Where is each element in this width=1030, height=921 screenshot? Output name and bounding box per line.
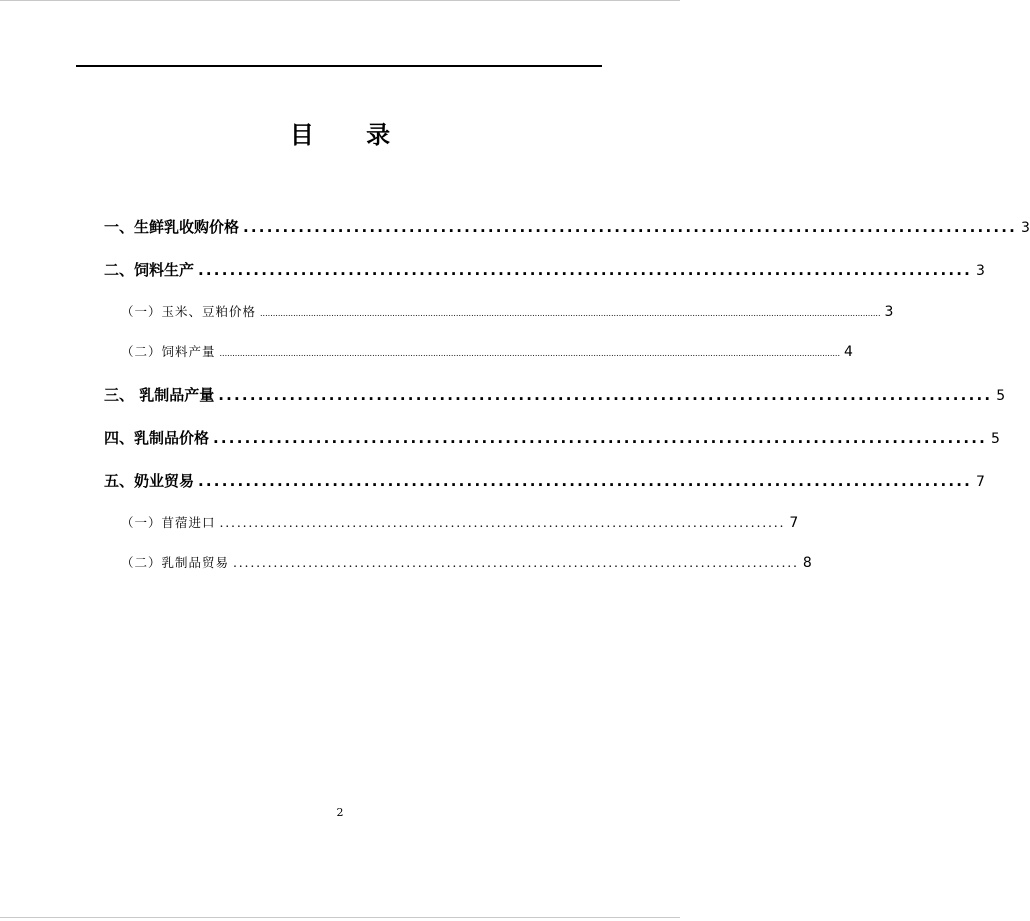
toc-entry-page: 3 xyxy=(976,263,985,279)
toc-entry-page: 8 xyxy=(802,555,812,571)
toc-entry-milk-price[interactable] xyxy=(104,216,1030,237)
toc-entry-page: 3 xyxy=(884,304,894,320)
dot-leader: .................................................................................................. xyxy=(219,515,786,530)
page-top-border xyxy=(0,0,680,1)
toc-entry-page: 7 xyxy=(789,515,799,531)
dot-leader: .................................................................................................. xyxy=(198,261,973,279)
dot-leader: .................................................................................................. xyxy=(243,218,1018,236)
dot-leader: .................................................................................................. xyxy=(218,386,993,404)
toc-entry-label: （二）乳制品贸易 xyxy=(121,555,230,570)
toc-entry-page: 5 xyxy=(996,388,1006,404)
page-bottom-border xyxy=(0,917,680,918)
toc-entry-dairy-products-trade[interactable] xyxy=(121,553,812,571)
dot-leader: .................................................................................................................................................................................................................................................... xyxy=(260,309,881,318)
toc-entry-page: 3 xyxy=(1021,220,1030,236)
dot-leader: .................................................................................................. xyxy=(233,555,799,570)
toc-entry-dairy-price[interactable] xyxy=(104,427,1000,448)
toc-entry-dairy-trade[interactable] xyxy=(104,470,985,491)
page-title: 目 录 xyxy=(289,121,413,149)
toc-entry-feed-production[interactable] xyxy=(104,259,985,280)
page-number: 2 xyxy=(336,806,344,819)
header-rule xyxy=(76,65,602,67)
toc-entry-label: （一）玉米、豆粕价格 xyxy=(121,304,257,319)
toc-entry-feed-output[interactable] xyxy=(121,342,853,360)
toc-entry-dairy-output[interactable] xyxy=(104,384,1006,405)
toc-entry-label: 五、奶业贸易 xyxy=(104,472,195,490)
dot-leader: .................................................................................................. xyxy=(213,429,988,447)
toc-entry-label: 四、乳制品价格 xyxy=(104,429,210,447)
toc-entry-corn-soymeal-price[interactable] xyxy=(121,302,894,320)
toc-entry-page: 4 xyxy=(844,344,853,360)
toc-entry-page: 7 xyxy=(976,474,985,490)
dot-leader: .................................................................................................................................................................................................................................................... xyxy=(219,349,840,358)
toc-entry-label: 一、生鲜乳收购价格 xyxy=(104,218,240,236)
toc-entry-page: 5 xyxy=(991,431,1000,447)
toc-entry-alfalfa-import[interactable] xyxy=(121,513,799,531)
dot-leader: .................................................................................................. xyxy=(198,472,973,490)
toc-entry-label: 二、饲料生产 xyxy=(104,261,195,279)
toc-entry-label: （二）饲料产量 xyxy=(121,344,216,359)
toc-entry-label: 三、 乳制品产量 xyxy=(104,386,215,404)
toc-entry-label: （一）苜蓿进口 xyxy=(121,515,216,530)
